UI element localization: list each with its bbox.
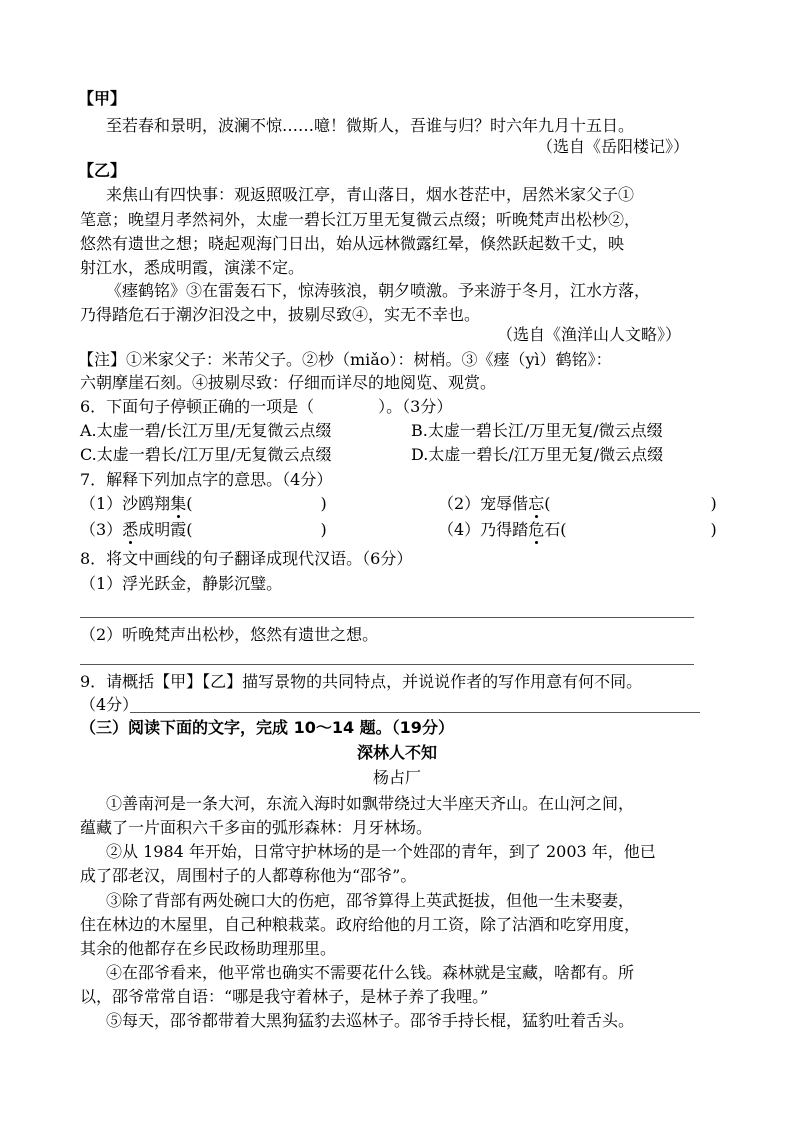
q7-item-4-dotted-char: 危 [528, 520, 545, 539]
q7-item-2[interactable] [438, 493, 717, 515]
q7-item-1[interactable] [80, 493, 327, 515]
section3-heading: （三）阅读下面的文字，完成 10～14 题。（19分） [80, 718, 454, 737]
q7-item-4[interactable] [438, 519, 717, 541]
article-paragraph-line: 以，邵爷常常自语：“哪是我守着林子，是林子养了我哩。” [80, 987, 489, 1006]
q7-item-1-prefix: （1）沙鸥翔 [80, 494, 171, 513]
q7-item-4-prefix: （4）乃得踏 [438, 520, 529, 539]
jia-label: 【甲】 [78, 89, 127, 108]
q8-sentence-1: （1）浮光跃金，静影沉璧。 [80, 574, 283, 593]
q7-item-3[interactable] [80, 519, 327, 541]
q8-stem: 8．将文中画线的句子翻译成现代汉语。（6分） [80, 549, 413, 568]
article-paragraph-line: 成了邵老汉，周围村子的人都尊称他为“邵爷”。 [80, 866, 417, 885]
q6-option-c[interactable]: C.太虚一碧长/江万里/无复微云点缀 [80, 445, 332, 464]
q7-item-1-dotted-char: 集 [170, 494, 187, 513]
q8-sentence-2: （2）听晚梵声出松杪，悠然有遗世之想。 [80, 625, 379, 644]
q6-option-d[interactable]: D.太虚一碧长/江万里无复/微云点缀 [411, 445, 664, 464]
notes-line: 【注】①米家父子：米芾父子。②杪（miǎo）：树梢。③《瘗（yì）鹤铭》： [78, 350, 612, 369]
article-author: 杨占厂 [372, 768, 421, 787]
q7-item-3-prefix: （3） [80, 520, 123, 539]
q7-item-1-blank[interactable]: ( ) [186, 494, 327, 513]
yi-paragraph-line: 《瘗鹤铭》③在雷轰石下，惊涛骇浪，朝夕喷激。予来游于冬月，江水方落， [106, 281, 651, 300]
q7-item-3-blank[interactable]: 成明霞( ) [138, 520, 327, 539]
q6-option-a[interactable]: A.太虚一碧/长江万里/无复微云点缀 [80, 421, 332, 440]
article-paragraph-line: 蕴藏了一片面积六千多亩的弧形森林：月牙林场。 [80, 818, 433, 837]
q7-item-2-blank[interactable]: ( ) [544, 494, 717, 513]
q6-option-b[interactable]: B.太虚一碧长江/万里无复/微云点缀 [411, 421, 663, 440]
yi-label: 【乙】 [78, 161, 127, 180]
q7-item-2-dotted-char: 忘 [528, 494, 545, 513]
article-paragraph-line: ③除了背部有两处碗口大的伤疤，邵爷算得上英武挺拔，但他一生未娶妻， [106, 891, 635, 910]
article-paragraph-line: 其余的他都存在乡民政杨助理那里。 [80, 939, 337, 958]
answer-line[interactable] [80, 664, 694, 665]
jia-text-line: 至若春和景明，波澜不惊……噫！微斯人，吾谁与归？时六年九月十五日。 [106, 116, 635, 135]
q7-item-4-blank[interactable]: 石( ) [544, 520, 717, 539]
article-paragraph-line: ⑤每天，邵爷都带着大黑狗猛豹去巡林子。邵爷手持长棍，猛豹吐着舌头。 [106, 1011, 635, 1030]
yi-source: （选自《渔洋山人文略》） [497, 325, 682, 344]
notes-line: 六朝摩崖石刻。④披剔尽致：仔细而详尽的地阅览、观赏。 [80, 373, 497, 392]
article-paragraph-line: 住在林边的木屋里，自己种粮栽菜。政府给他的月工资，除了沽酒和吃穿用度， [80, 915, 641, 934]
q7-item-2-prefix: （2）宠辱偕 [438, 494, 529, 513]
q7-item-3-dotted-char: 悉 [122, 520, 139, 539]
article-paragraph-line: ②从 1984 年开始，日常守护林场的是一个姓邵的青年，到了 2003 年，他已 [106, 842, 656, 861]
article-paragraph-line: ①善南河是一条大河，东流入海时如飘带绕过大半座天齐山。在山河之间， [106, 794, 635, 813]
article-title: 深林人不知 [356, 743, 437, 762]
yi-paragraph-line: 射江水，悉成明霞，演漾不定。 [80, 258, 305, 277]
q6-stem: 6．下面句子停顿正确的一项是（ ）。（3分） [80, 397, 453, 416]
yi-paragraph-line: 笔意；晚望月孝然祠外，太虚一碧长江万里无复微云点缀；听晚梵声出松杪②， [80, 210, 641, 229]
q9-points: （4分） [80, 695, 139, 714]
q9-stem: 9．请概括【甲】【乙】描写景物的共同特点，并说说作者的写作用意有何不同。 [80, 672, 643, 691]
article-paragraph-line: ④在邵爷看来，他平常也确实不需要花什么钱。森林就是宝藏，啥都有。所 [106, 963, 635, 982]
answer-line[interactable] [130, 712, 700, 713]
q7-stem: 7．解释下列加点字的意思。（4分） [80, 470, 333, 489]
answer-line[interactable] [80, 617, 694, 618]
yi-paragraph-line: 乃得踏危石于潮汐汩没之中，披剔尽致④，实无不幸也。 [80, 305, 481, 324]
yi-paragraph-line: 悠然有遗世之想；晓起观海门日出，始从远林微露红晕，倏然跃起数千丈，映 [80, 234, 625, 253]
yi-paragraph-line: 来焦山有四快事：观返照吸江亭，青山落日，烟水苍茫中，居然米家父子① [106, 185, 635, 204]
jia-source: （选自《岳阳楼记》） [537, 137, 690, 156]
